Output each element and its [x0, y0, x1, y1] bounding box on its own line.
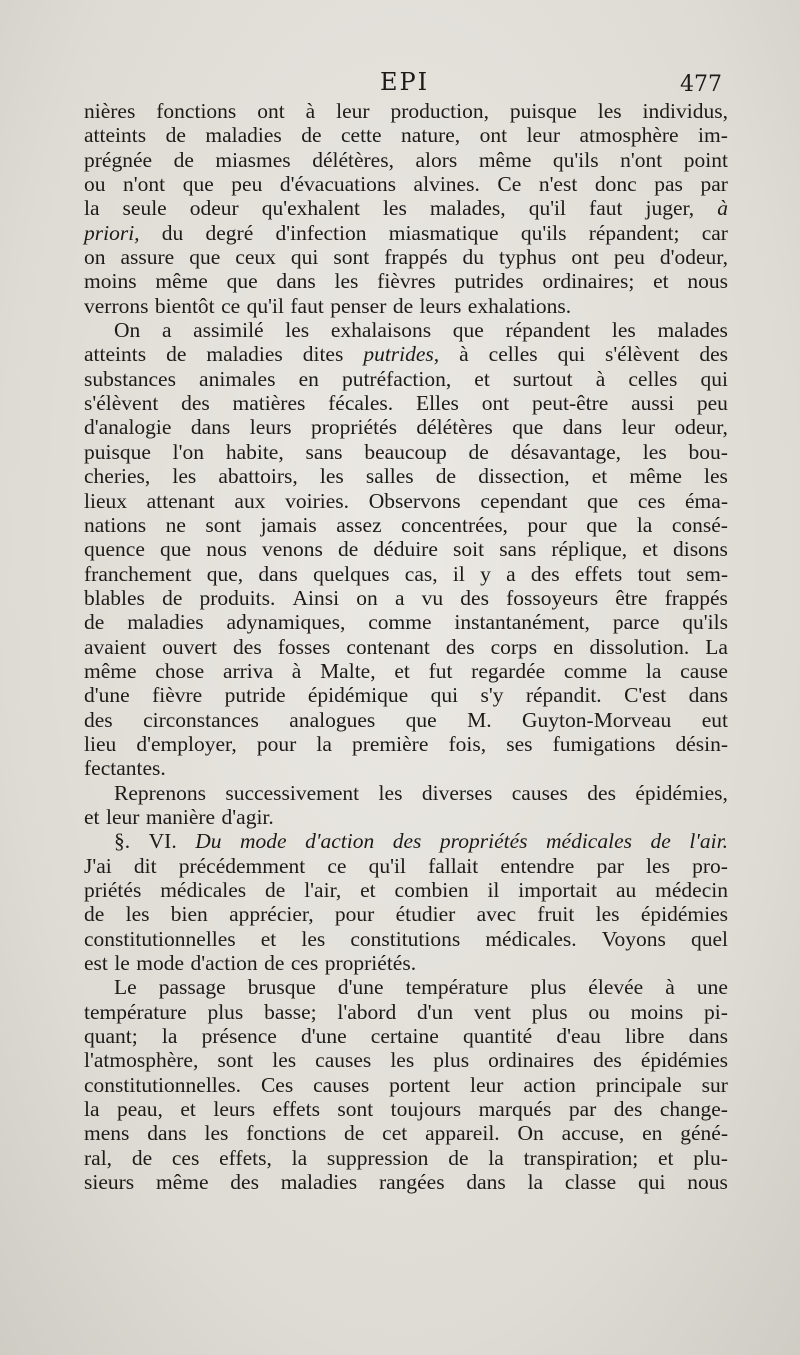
- text-line: fectantes.: [84, 756, 166, 781]
- text-line: des circonstances analogues que M. Guyton-Morveau eut: [84, 707, 728, 732]
- text-line: la peau, et leurs effets sont toujours marqués par des change-: [84, 1097, 728, 1122]
- text-line: verrons bientôt ce qu'il faut penser de leurs exhalations.: [84, 293, 572, 318]
- text-line: est le mode d'action de ces propriétés.: [84, 951, 417, 976]
- text-line: On a assimilé les exhalaisons que répandent les malades: [114, 318, 728, 343]
- text-line: constitutionnelles. Ces causes portent leur action principale sur: [84, 1072, 728, 1097]
- text-line: l'atmosphère, sont les causes les plus ordinaires des épidémies: [84, 1048, 728, 1073]
- running-title: EPI: [380, 68, 430, 96]
- text-line: on assure que ceux qui sont frappés du typhus ont peu d'odeur,: [84, 245, 728, 270]
- text-line: sieurs même des maladies rangées dans la classe qui nous: [84, 1170, 728, 1195]
- text-line: nations ne sont jamais assez concentrées, pour que la consé-: [84, 512, 728, 537]
- text-line: même chose arriva à Malte, et fut regardée comme la cause: [84, 658, 728, 683]
- text-line: moins même que dans les fièvres putrides ordinaires; et nous: [84, 269, 728, 294]
- text-line: priori, du degré d'infection miasmatique qu'ils répandent; car: [84, 220, 728, 245]
- text-line: d'une fièvre putride épidémique qui s'y répandit. C'est dans: [84, 683, 728, 708]
- text-line: la seule odeur qu'exhalent les malades, qu'il faut juger, à: [84, 196, 728, 221]
- text-line: température plus basse; l'abord d'un vent plus ou moins pi-: [84, 999, 728, 1024]
- text-line: constitutionnelles et les constitutions médicales. Voyons quel: [84, 926, 728, 951]
- text-line: ral, de ces effets, la suppression de la transpiration; et plu-: [84, 1145, 728, 1170]
- text-line: lieux attenant aux voiries. Observons cependant que ces éma-: [84, 488, 728, 513]
- running-head: [0, 68, 800, 96]
- text-line: s'élèvent des matières fécales. Elles ont peut-être aussi peu: [84, 391, 728, 416]
- text-line: cheries, les abattoirs, les salles de dissection, et même les: [84, 464, 728, 489]
- text-line: §. VI. Du mode d'action des propriétés médicales de l'air.: [114, 829, 728, 854]
- text-line: franchement que, dans quelques cas, il y a des effets tout sem-: [84, 561, 728, 586]
- text-line: de maladies adynamiques, comme instantanément, parce qu'ils: [84, 610, 728, 635]
- text-line: ou n'ont que peu d'évacuations alvines. Ce n'est donc pas par: [84, 172, 728, 197]
- text-line: quence que nous venons de déduire soit sans réplique, et disons: [84, 537, 728, 562]
- text-line: et leur manière d'agir.: [84, 804, 274, 829]
- text-line: nières fonctions ont à leur production, puisque les individus,: [84, 99, 728, 123]
- text-line: substances animales en putréfaction, et surtout à celles qui: [84, 366, 728, 391]
- text-line: Reprenons successivement les diverses causes des épidémies,: [114, 780, 728, 805]
- page-number: 477: [680, 72, 722, 97]
- text-line: mens dans les fonctions de cet appareil. On accuse, en géné-: [84, 1121, 728, 1146]
- text-line: J'ai dit précédemment ce qu'il fallait entendre par les pro-: [84, 853, 728, 878]
- text-line: priétés médicales de l'air, et combien il importait au médecin: [84, 878, 728, 902]
- text-line: puisque l'on habite, sans beaucoup de désavantage, les bou-: [84, 439, 728, 464]
- text-line: blables de produits. Ainsi on a vu des fossoyeurs être frappés: [84, 585, 728, 610]
- text-line: Le passage brusque d'une température plus élevée à une: [114, 975, 728, 1000]
- text-line: d'analogie dans leurs propriétés délétères que dans leur odeur,: [84, 415, 728, 440]
- text-line: atteints de maladies dites putrides, à celles qui s'élèvent des: [84, 342, 728, 367]
- text-line: atteints de maladies de cette nature, ont leur atmosphère im-: [84, 123, 728, 148]
- text-line: avaient ouvert des fosses contenant des corps en dissolution. La: [84, 634, 728, 659]
- text-line: prégnée de miasmes délétères, alors même qu'ils n'ont point: [84, 147, 728, 172]
- text-line: de les bien apprécier, pour étudier avec fruit les épidémies: [84, 902, 728, 927]
- text-block: [84, 99, 728, 1194]
- text-line: quant; la présence d'une certaine quantité d'eau libre dans: [84, 1024, 728, 1049]
- text-line: lieu d'employer, pour la première fois, ses fumigations désin-: [84, 731, 728, 756]
